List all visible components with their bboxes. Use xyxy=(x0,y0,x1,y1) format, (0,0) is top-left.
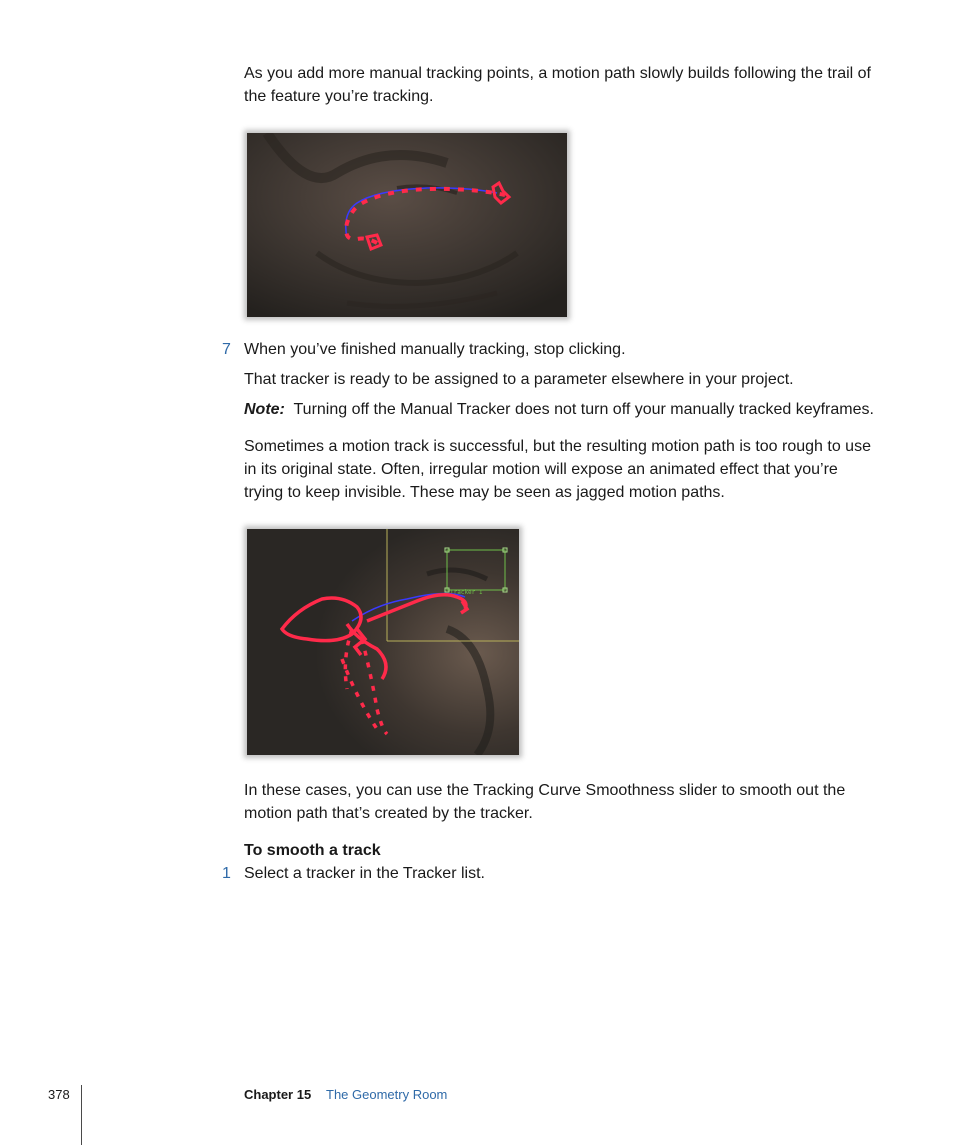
tracker-onscreen-label: Tracker 1 xyxy=(450,589,483,596)
step-1-text: Select a tracker in the Tracker list. xyxy=(244,865,485,882)
jagged-paragraph: Sometimes a motion track is successful, but the resulting motion path is too rough to use in its original state. Often, irregular motion will expose an animated effect that you’re trying to keep invisible. These may be seen as jagged motion paths. xyxy=(244,438,871,501)
motion-path-image-1 xyxy=(247,133,567,317)
task-heading: To smooth a track xyxy=(244,842,381,859)
step-1-number: 1 xyxy=(222,865,231,882)
figure-jagged-motion-path xyxy=(247,529,519,755)
note xyxy=(244,398,880,421)
step-7-text: When you’ve finished manually tracking, stop clicking. xyxy=(244,341,626,358)
figure-manual-tracking-path xyxy=(247,133,567,317)
tracker-ready-text: That tracker is ready to be assigned to a parameter elsewhere in your project. xyxy=(244,371,794,388)
smooth-paragraph: In these cases, you can use the Tracking Curve Smoothness slider to smooth out the motion path that’s created by the tracker. xyxy=(244,782,846,822)
page-number: 378 xyxy=(48,1087,70,1102)
motion-path-image-2 xyxy=(247,529,519,755)
step-7-number: 7 xyxy=(222,341,231,358)
footer-divider xyxy=(81,1085,82,1145)
note-label: Note: xyxy=(244,401,285,418)
intro-paragraph: As you add more manual tracking points, a motion path slowly builds following the trail of the feature you’re tracking. xyxy=(244,65,871,105)
chapter-title-link[interactable]: The Geometry Room xyxy=(326,1087,448,1102)
note-text: Turning off the Manual Tracker does not turn off your manually tracked keyframes. xyxy=(293,401,874,418)
chapter-label: Chapter 15 xyxy=(244,1087,312,1102)
